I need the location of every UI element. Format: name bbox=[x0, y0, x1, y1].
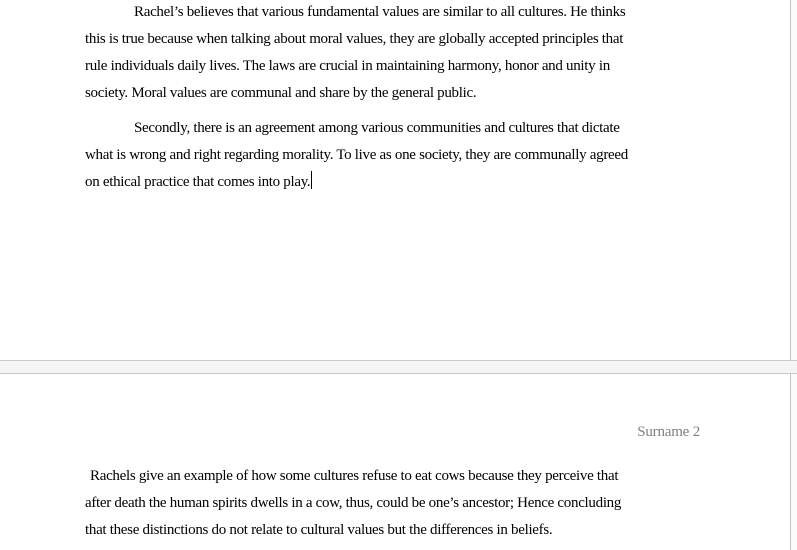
text-line[interactable]: this is true because when talking about moral values, they are globally accepted principles that bbox=[85, 31, 624, 47]
page-2[interactable] bbox=[0, 374, 791, 550]
text-line-content: on ethical practice that comes into play. bbox=[85, 174, 311, 190]
text-line[interactable]: what is wrong and right regarding morality. To live as one society, they are communally agreed bbox=[85, 147, 628, 163]
paragraph-3[interactable] bbox=[85, 463, 621, 544]
text-line[interactable]: Rachels give an example of how some cultures refuse to eat cows because they perceive that bbox=[90, 468, 619, 484]
running-header[interactable]: Surname 2 bbox=[637, 424, 700, 440]
text-line[interactable]: society. Moral values are communal and share by the general public. bbox=[85, 85, 477, 101]
page-break-gap bbox=[0, 360, 797, 374]
text-cursor bbox=[311, 171, 312, 189]
text-line[interactable]: that these distinctions do not relate to cultural values but the differences in beliefs. bbox=[85, 522, 553, 538]
paragraph-2[interactable] bbox=[85, 115, 628, 196]
text-line[interactable]: rule individuals daily lives. The laws are crucial in maintaining harmony, honor and unity in bbox=[85, 58, 610, 74]
text-line[interactable] bbox=[85, 169, 628, 196]
paragraph-1[interactable] bbox=[85, 0, 625, 107]
text-line[interactable]: after death the human spirits dwells in a cow, thus, could be one’s ancestor; Hence concluding bbox=[85, 495, 622, 511]
text-line[interactable]: Secondly, there is an agreement among various communities and cultures that dictate bbox=[134, 120, 620, 136]
text-line[interactable]: Rachel’s believes that various fundamental values are similar to all cultures. He thinks bbox=[134, 4, 626, 20]
